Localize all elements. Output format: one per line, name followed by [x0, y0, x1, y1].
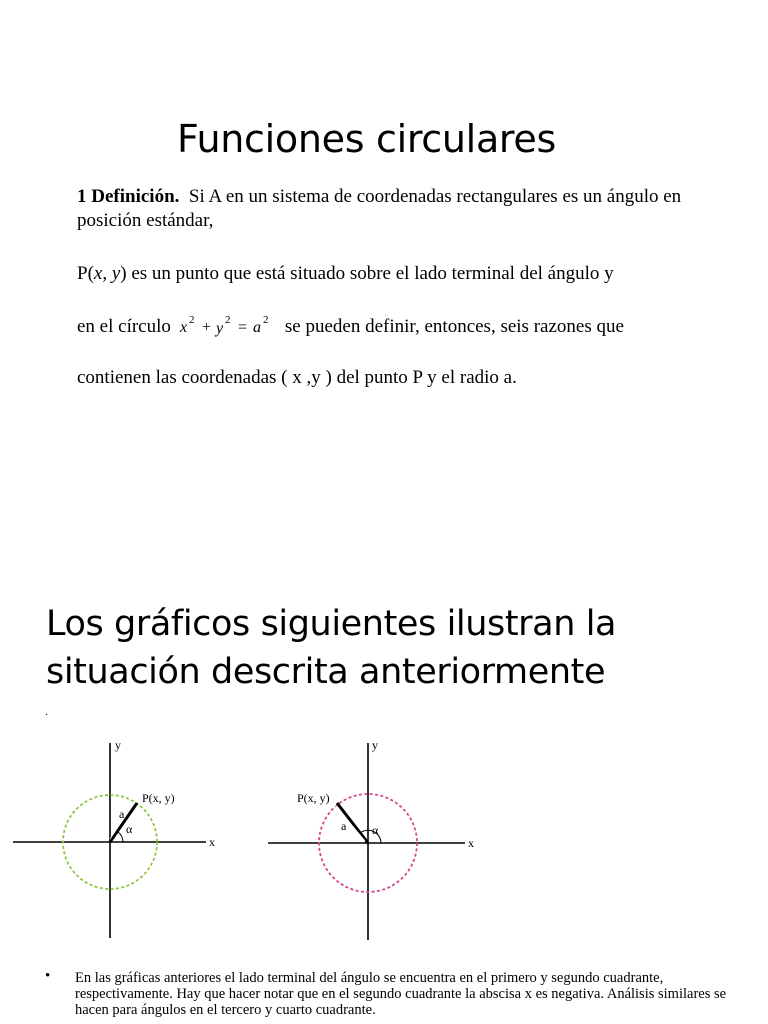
- circle-sentence-end: se pueden definir, entonces, seis razones que: [284, 316, 624, 337]
- definition-label: 1 Definición.: [77, 186, 180, 207]
- formula-equals: =: [237, 319, 247, 336]
- formula-plus: +: [201, 319, 211, 336]
- dot-marker: .: [45, 704, 48, 718]
- figure-second-quadrant: [265, 735, 495, 945]
- circle-equation: [178, 314, 280, 338]
- circle-sentence-start: en el círculo: [77, 316, 171, 337]
- definition-text: Si A en un sistema de coordenadas rectangulares es un ángulo en posición estándar,: [77, 186, 682, 231]
- radius-label: a: [119, 807, 125, 821]
- y-axis-label: y: [372, 738, 378, 752]
- slide-title: Funciones circulares: [176, 117, 556, 162]
- terminal-side-highlight: [335, 805, 365, 841]
- point-p-label: P(: [77, 263, 94, 284]
- coordinates-sentence: contienen las coordenadas ( x ,y ) del punto P y el radio a.: [77, 367, 517, 388]
- point-description: [77, 262, 614, 286]
- point-description-rest: ) es un punto que está situado sobre el lado terminal del ángulo y: [120, 263, 614, 284]
- angle-arc: [118, 832, 123, 842]
- x-axis-label: x: [209, 835, 215, 849]
- figure-first-quadrant: [0, 735, 230, 945]
- circle-sentence: [77, 314, 624, 339]
- formula-exp-x: 2: [188, 314, 195, 326]
- analysis-note: En las gráficas anteriores el lado terminal del ángulo se encuentra en el primero y segundo cuadrante, respectivamente. Hay que hacer notar que en el segundo cuadrante la abscisa x es negativa. Análisis similares se hacen para ángulos en el tercero y cuarto cuadrante.: [75, 970, 727, 1018]
- formula-x: x: [179, 319, 188, 336]
- slide2-title: Los gráficos siguientes ilustran la situación descrita anteriormente: [46, 604, 617, 692]
- x-axis-label: x: [468, 836, 474, 850]
- formula-exp-a: 2: [262, 314, 269, 326]
- bullet-marker: •: [45, 968, 51, 984]
- definition-paragraph: [77, 185, 697, 233]
- y-axis-label: y: [115, 738, 121, 752]
- formula-exp-y: 2: [224, 314, 231, 326]
- formula-y: y: [215, 320, 224, 337]
- radius-label: a: [341, 819, 347, 833]
- point-coords: x, y: [93, 263, 121, 284]
- point-label: P(x, y): [297, 791, 330, 805]
- formula-a: a: [252, 319, 261, 336]
- angle-label: α: [372, 823, 379, 837]
- point-label: P(x, y): [142, 791, 175, 805]
- angle-label: α: [126, 822, 133, 836]
